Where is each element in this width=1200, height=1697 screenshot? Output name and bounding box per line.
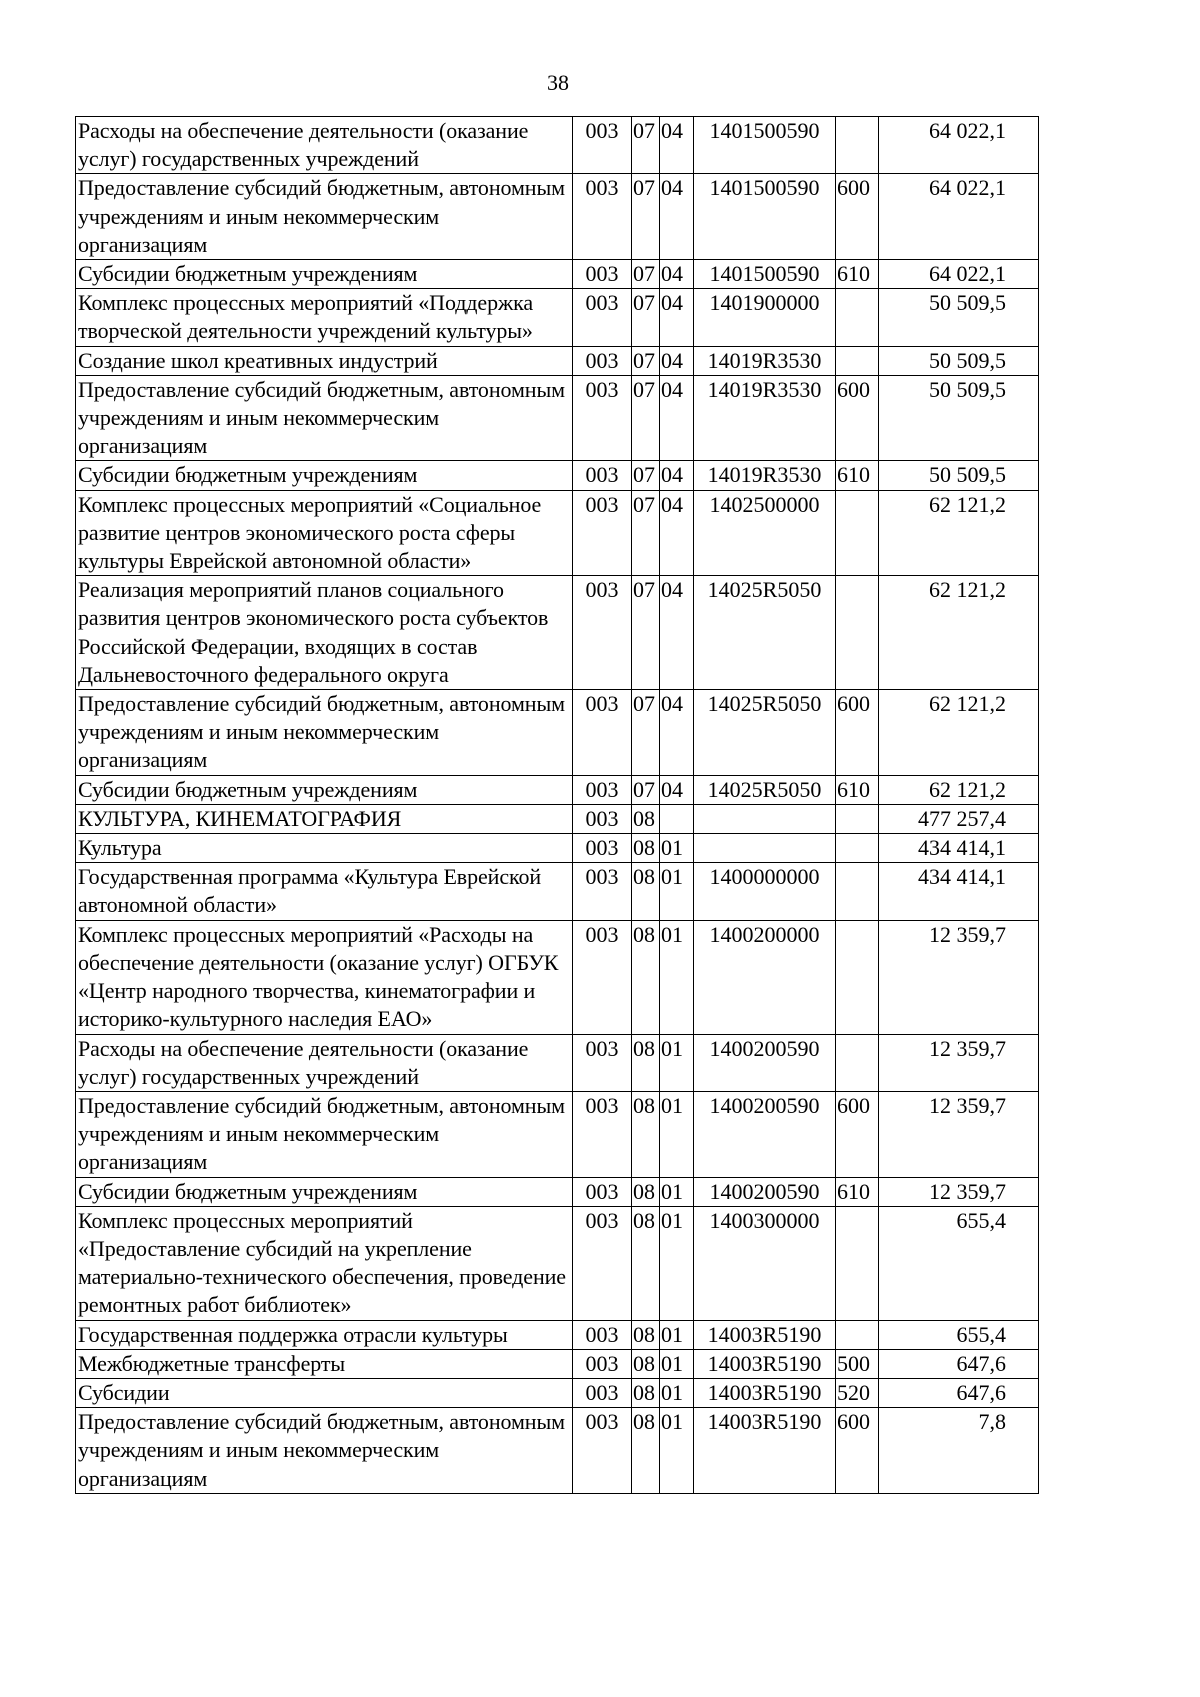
expense-name-cell: Создание школ креативных индустрий <box>76 346 573 375</box>
amount-cell: 64 022,1 <box>879 260 1039 289</box>
expense-name-cell: Субсидии бюджетным учреждениям <box>76 260 573 289</box>
expense-name-cell: Государственная программа «Культура Еврейской автономной области» <box>76 863 573 920</box>
department-code-cell: 003 <box>573 1177 632 1206</box>
expense-type-code-cell <box>836 117 879 174</box>
subsection-code-cell: 01 <box>660 1091 694 1177</box>
amount-cell: 655,4 <box>879 1320 1039 1349</box>
section-code-cell: 07 <box>632 174 660 260</box>
amount-cell: 50 509,5 <box>879 289 1039 346</box>
subsection-code-cell: 01 <box>660 1177 694 1206</box>
subsection-code-cell: 01 <box>660 1034 694 1091</box>
expense-name-cell: Межбюджетные трансферты <box>76 1349 573 1378</box>
expense-name-cell: Субсидии бюджетным учреждениям <box>76 1177 573 1206</box>
section-code-cell: 07 <box>632 690 660 776</box>
section-code-cell: 07 <box>632 260 660 289</box>
table-row <box>76 289 1039 346</box>
expense-type-code-cell: 610 <box>836 461 879 490</box>
section-code-cell: 08 <box>632 1091 660 1177</box>
table-row <box>76 1320 1039 1349</box>
section-code-cell: 08 <box>632 1177 660 1206</box>
table-row <box>76 1091 1039 1177</box>
expense-type-code-cell: 610 <box>836 1177 879 1206</box>
amount-cell: 62 121,2 <box>879 690 1039 776</box>
expense-name-cell: Расходы на обеспечение деятельности (оказание услуг) государственных учреждений <box>76 1034 573 1091</box>
amount-cell: 12 359,7 <box>879 920 1039 1034</box>
subsection-code-cell: 04 <box>660 690 694 776</box>
expense-type-code-cell: 600 <box>836 1408 879 1494</box>
expense-type-code-cell: 610 <box>836 775 879 804</box>
expense-name-cell: Предоставление субсидий бюджетным, автономным учреждениям и иным некоммерческим организациям <box>76 1408 573 1494</box>
table-row <box>76 117 1039 174</box>
target-article-code-cell: 1401500590 <box>694 117 836 174</box>
table-row <box>76 920 1039 1034</box>
department-code-cell: 003 <box>573 1408 632 1494</box>
section-code-cell: 08 <box>632 804 660 833</box>
table-row <box>76 690 1039 776</box>
expense-type-code-cell: 600 <box>836 174 879 260</box>
amount-cell: 50 509,5 <box>879 461 1039 490</box>
department-code-cell: 003 <box>573 375 632 461</box>
target-article-code-cell <box>694 834 836 863</box>
expense-name-cell: Субсидии бюджетным учреждениям <box>76 775 573 804</box>
section-code-cell: 08 <box>632 1349 660 1378</box>
expense-type-code-cell <box>836 804 879 833</box>
target-article-code-cell: 14019R3530 <box>694 461 836 490</box>
target-article-code-cell: 1400300000 <box>694 1206 836 1320</box>
expense-type-code-cell: 600 <box>836 1091 879 1177</box>
section-code-cell: 07 <box>632 490 660 576</box>
amount-cell: 477 257,4 <box>879 804 1039 833</box>
expense-name-cell: Комплекс процессных мероприятий «Поддержка творческой деятельности учреждений культуры» <box>76 289 573 346</box>
page-number: 38 <box>547 70 569 95</box>
expense-name-cell: Предоставление субсидий бюджетным, автономным учреждениям и иным некоммерческим организациям <box>76 174 573 260</box>
subsection-code-cell: 01 <box>660 863 694 920</box>
target-article-code-cell: 14003R5190 <box>694 1320 836 1349</box>
table-row <box>76 1206 1039 1320</box>
target-article-code-cell <box>694 804 836 833</box>
subsection-code-cell: 04 <box>660 576 694 690</box>
subsection-code-cell: 04 <box>660 461 694 490</box>
subsection-code-cell: 01 <box>660 1206 694 1320</box>
subsection-code-cell: 04 <box>660 346 694 375</box>
target-article-code-cell: 1402500000 <box>694 490 836 576</box>
expense-name-cell: Комплекс процессных мероприятий «Предоставление субсидий на укрепление материально-технического обеспечения, проведение ремонтных работ библиотек» <box>76 1206 573 1320</box>
department-code-cell: 003 <box>573 490 632 576</box>
target-article-code-cell: 14025R5050 <box>694 576 836 690</box>
table-row <box>76 775 1039 804</box>
expense-name-cell: Расходы на обеспечение деятельности (оказание услуг) государственных учреждений <box>76 117 573 174</box>
expense-type-code-cell: 520 <box>836 1378 879 1407</box>
target-article-code-cell: 1400200590 <box>694 1091 836 1177</box>
expense-type-code-cell <box>836 834 879 863</box>
section-code-cell: 07 <box>632 117 660 174</box>
amount-cell: 50 509,5 <box>879 346 1039 375</box>
expense-name-cell: Субсидии бюджетным учреждениям <box>76 461 573 490</box>
amount-cell: 50 509,5 <box>879 375 1039 461</box>
amount-cell: 12 359,7 <box>879 1034 1039 1091</box>
table-row <box>76 1034 1039 1091</box>
table-row <box>76 260 1039 289</box>
expense-name-cell: Предоставление субсидий бюджетным, автономным учреждениям и иным некоммерческим организациям <box>76 690 573 776</box>
amount-cell: 64 022,1 <box>879 117 1039 174</box>
department-code-cell: 003 <box>573 920 632 1034</box>
expense-type-code-cell: 600 <box>836 375 879 461</box>
amount-cell: 647,6 <box>879 1349 1039 1378</box>
department-code-cell: 003 <box>573 690 632 776</box>
target-article-code-cell: 1400000000 <box>694 863 836 920</box>
target-article-code-cell: 14025R5050 <box>694 690 836 776</box>
section-code-cell: 08 <box>632 1206 660 1320</box>
target-article-code-cell: 14019R3530 <box>694 346 836 375</box>
expense-type-code-cell <box>836 1034 879 1091</box>
section-code-cell: 08 <box>632 1378 660 1407</box>
department-code-cell: 003 <box>573 1091 632 1177</box>
table-row <box>76 1177 1039 1206</box>
section-code-cell: 08 <box>632 1320 660 1349</box>
department-code-cell: 003 <box>573 461 632 490</box>
table-row <box>76 461 1039 490</box>
expense-type-code-cell <box>836 863 879 920</box>
target-article-code-cell: 14025R5050 <box>694 775 836 804</box>
amount-cell: 12 359,7 <box>879 1177 1039 1206</box>
table-row <box>76 804 1039 833</box>
amount-cell: 62 121,2 <box>879 490 1039 576</box>
department-code-cell: 003 <box>573 174 632 260</box>
target-article-code-cell: 1400200590 <box>694 1034 836 1091</box>
amount-cell: 62 121,2 <box>879 775 1039 804</box>
section-code-cell: 08 <box>632 920 660 1034</box>
expense-type-code-cell <box>836 920 879 1034</box>
expense-type-code-cell <box>836 1206 879 1320</box>
department-code-cell: 003 <box>573 1034 632 1091</box>
expense-name-cell: Субсидии <box>76 1378 573 1407</box>
section-code-cell: 07 <box>632 461 660 490</box>
target-article-code-cell: 1400200000 <box>694 920 836 1034</box>
target-article-code-cell: 1401500590 <box>694 174 836 260</box>
expense-name-cell: Предоставление субсидий бюджетным, автономным учреждениям и иным некоммерческим организациям <box>76 1091 573 1177</box>
subsection-code-cell: 04 <box>660 775 694 804</box>
amount-cell: 64 022,1 <box>879 174 1039 260</box>
department-code-cell: 003 <box>573 289 632 346</box>
budget-table-body <box>76 117 1039 1494</box>
amount-cell: 12 359,7 <box>879 1091 1039 1177</box>
expense-name-cell: Комплекс процессных мероприятий «Социальное развитие центров экономического роста сферы культуры Еврейской автономной области» <box>76 490 573 576</box>
expense-name-cell: Культура <box>76 834 573 863</box>
department-code-cell: 003 <box>573 117 632 174</box>
subsection-code-cell: 01 <box>660 920 694 1034</box>
department-code-cell: 003 <box>573 804 632 833</box>
expense-type-code-cell: 610 <box>836 260 879 289</box>
expense-type-code-cell <box>836 346 879 375</box>
budget-table <box>75 116 1039 1494</box>
target-article-code-cell: 1401900000 <box>694 289 836 346</box>
target-article-code-cell: 1401500590 <box>694 260 836 289</box>
table-row <box>76 834 1039 863</box>
table-row <box>76 174 1039 260</box>
expense-name-cell: Реализация мероприятий планов социального развития центров экономического роста субъектов Российской Федерации, входящих в состав Дальневосточного федерального округа <box>76 576 573 690</box>
section-code-cell: 07 <box>632 375 660 461</box>
expense-type-code-cell <box>836 490 879 576</box>
target-article-code-cell: 14003R5190 <box>694 1378 836 1407</box>
table-row <box>76 576 1039 690</box>
department-code-cell: 003 <box>573 1378 632 1407</box>
department-code-cell: 003 <box>573 576 632 690</box>
expense-name-cell: Комплекс процессных мероприятий «Расходы на обеспечение деятельности (оказание услуг) ОГБУК «Центр народного творчества, кинематографии и историко-культурного наследия ЕАО» <box>76 920 573 1034</box>
target-article-code-cell: 14003R5190 <box>694 1349 836 1378</box>
section-code-cell: 07 <box>632 289 660 346</box>
subsection-code-cell: 01 <box>660 834 694 863</box>
table-row <box>76 346 1039 375</box>
amount-cell: 7,8 <box>879 1408 1039 1494</box>
section-code-cell: 07 <box>632 346 660 375</box>
subsection-code-cell: 04 <box>660 260 694 289</box>
subsection-code-cell: 01 <box>660 1408 694 1494</box>
expense-type-code-cell <box>836 576 879 690</box>
section-code-cell: 07 <box>632 576 660 690</box>
table-row <box>76 1408 1039 1494</box>
amount-cell: 62 121,2 <box>879 576 1039 690</box>
department-code-cell: 003 <box>573 346 632 375</box>
section-code-cell: 07 <box>632 775 660 804</box>
expense-name-cell: Предоставление субсидий бюджетным, автономным учреждениям и иным некоммерческим организациям <box>76 375 573 461</box>
subsection-code-cell: 01 <box>660 1320 694 1349</box>
target-article-code-cell: 1400200590 <box>694 1177 836 1206</box>
expense-type-code-cell: 500 <box>836 1349 879 1378</box>
section-code-cell: 08 <box>632 834 660 863</box>
subsection-code-cell: 04 <box>660 174 694 260</box>
amount-cell: 434 414,1 <box>879 834 1039 863</box>
expense-type-code-cell <box>836 1320 879 1349</box>
department-code-cell: 003 <box>573 1320 632 1349</box>
department-code-cell: 003 <box>573 863 632 920</box>
expense-name-cell: КУЛЬТУРА, КИНЕМАТОГРАФИЯ <box>76 804 573 833</box>
subsection-code-cell <box>660 804 694 833</box>
section-code-cell: 08 <box>632 1408 660 1494</box>
subsection-code-cell: 04 <box>660 490 694 576</box>
amount-cell: 655,4 <box>879 1206 1039 1320</box>
subsection-code-cell: 04 <box>660 117 694 174</box>
table-row <box>76 490 1039 576</box>
target-article-code-cell: 14003R5190 <box>694 1408 836 1494</box>
expense-name-cell: Государственная поддержка отрасли культуры <box>76 1320 573 1349</box>
department-code-cell: 003 <box>573 834 632 863</box>
table-row <box>76 1378 1039 1407</box>
target-article-code-cell: 14019R3530 <box>694 375 836 461</box>
section-code-cell: 08 <box>632 863 660 920</box>
expense-type-code-cell: 600 <box>836 690 879 776</box>
subsection-code-cell: 01 <box>660 1349 694 1378</box>
table-row <box>76 1349 1039 1378</box>
department-code-cell: 003 <box>573 775 632 804</box>
subsection-code-cell: 04 <box>660 289 694 346</box>
amount-cell: 434 414,1 <box>879 863 1039 920</box>
section-code-cell: 08 <box>632 1034 660 1091</box>
subsection-code-cell: 01 <box>660 1378 694 1407</box>
department-code-cell: 003 <box>573 1349 632 1378</box>
department-code-cell: 003 <box>573 1206 632 1320</box>
department-code-cell: 003 <box>573 260 632 289</box>
subsection-code-cell: 04 <box>660 375 694 461</box>
table-row <box>76 375 1039 461</box>
expense-type-code-cell <box>836 289 879 346</box>
amount-cell: 647,6 <box>879 1378 1039 1407</box>
table-row <box>76 863 1039 920</box>
